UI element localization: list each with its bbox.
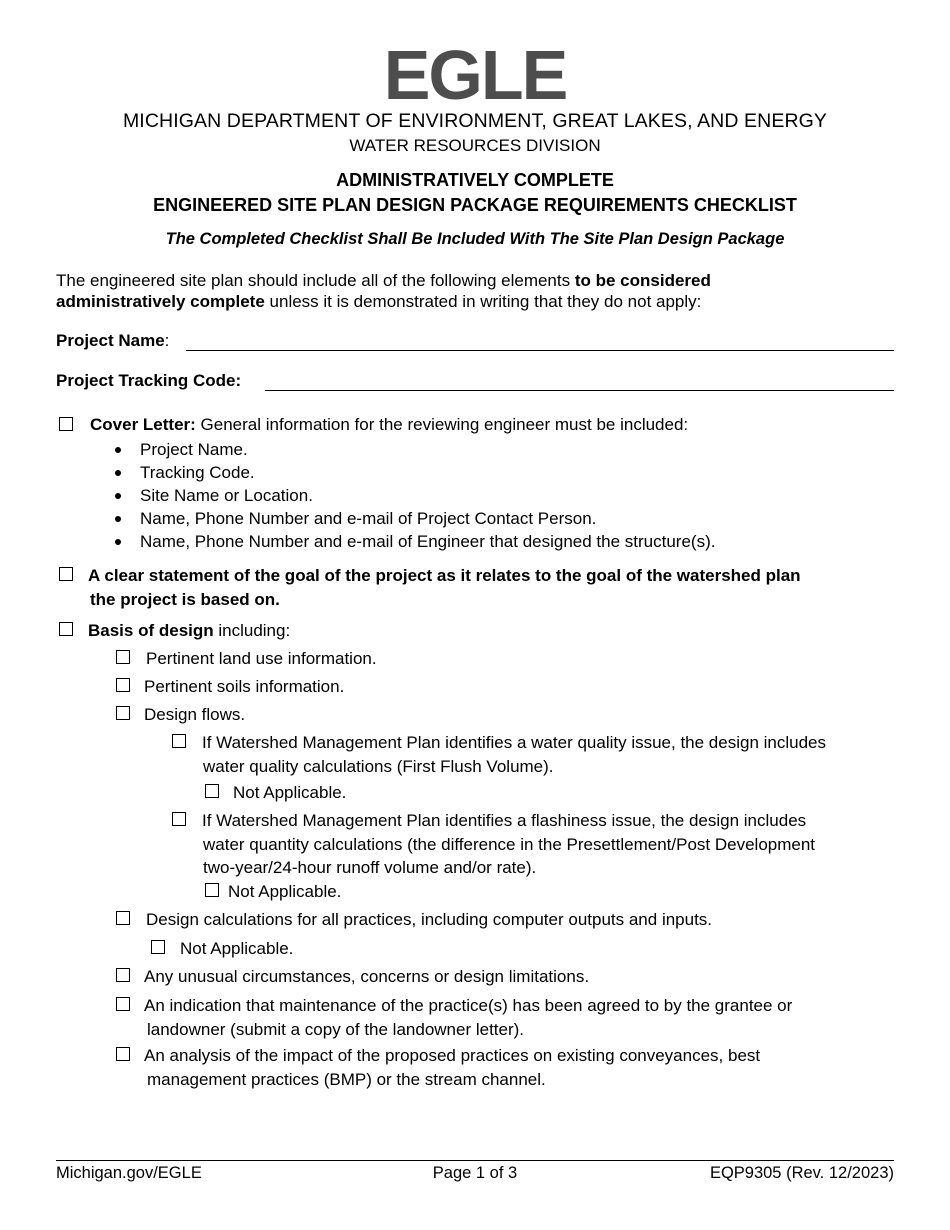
water-quality-checkbox[interactable] bbox=[172, 734, 186, 748]
design-calculations-item: Design calculations for all practices, including computer outputs and inputs. bbox=[146, 910, 713, 929]
cover-letter-item: Cover Letter: General information for the reviewing engineer must be included: bbox=[90, 415, 689, 434]
bullet-icon bbox=[115, 539, 121, 545]
egle-logo bbox=[380, 44, 570, 102]
goal-statement-checkbox[interactable] bbox=[59, 567, 73, 581]
intro-bold-1: to be considered bbox=[574, 271, 711, 290]
bullet-icon bbox=[115, 470, 121, 476]
bullet-item: Tracking Code. bbox=[140, 463, 255, 482]
bullet-item: Site Name or Location. bbox=[140, 486, 313, 505]
bullet-item: Name, Phone Number and e-mail of Project Contact Person. bbox=[140, 509, 597, 528]
water-quality-line-1: If Watershed Management Plan identifies a water quality issue, the design includes bbox=[202, 733, 826, 752]
flashiness-line-3: two-year/24-hour runoff volume and/or rate). bbox=[203, 858, 537, 877]
land-use-checkbox[interactable] bbox=[116, 650, 130, 664]
footer-divider bbox=[56, 1160, 894, 1161]
cover-letter-checkbox[interactable] bbox=[59, 417, 73, 431]
soils-item: Pertinent soils information. bbox=[144, 677, 345, 696]
goal-statement-line-1: A clear statement of the goal of the project as it relates to the goal of the watershed plan bbox=[88, 566, 801, 585]
impact-analysis-checkbox[interactable] bbox=[116, 1047, 130, 1061]
title-line-1: ADMINISTRATIVELY COMPLETE bbox=[336, 170, 614, 190]
impact-analysis-line-2: management practices (BMP) or the stream channel. bbox=[147, 1070, 546, 1089]
subtitle: The Completed Checklist Shall Be Included With The Site Plan Design Package bbox=[165, 230, 785, 248]
division-name: WATER RESOURCES DIVISION bbox=[349, 136, 601, 155]
intro-bold-2: administratively complete bbox=[56, 292, 265, 311]
land-use-item: Pertinent land use information. bbox=[146, 649, 377, 668]
intro-paragraph bbox=[56, 270, 896, 312]
tracking-code-label: Project Tracking Code: bbox=[56, 371, 242, 390]
bullet-icon bbox=[115, 447, 121, 453]
flashiness-na-checkbox[interactable] bbox=[205, 883, 219, 897]
bullet-item: Project Name. bbox=[140, 440, 248, 459]
intro-text-1: The engineered site plan should include all of the following elements bbox=[56, 271, 575, 290]
flashiness-na-label: Not Applicable. bbox=[228, 882, 342, 901]
project-name-field[interactable] bbox=[186, 349, 894, 351]
impact-analysis-line-1: An analysis of the impact of the proposed practices on existing conveyances, best bbox=[144, 1046, 761, 1065]
project-name-label: Project Name: bbox=[56, 331, 170, 350]
footer-page-number: Page 1 of 3 bbox=[432, 1164, 518, 1182]
water-quality-na-label: Not Applicable. bbox=[233, 783, 347, 802]
water-quality-line-2: water quality calculations (First Flush Volume). bbox=[203, 757, 554, 776]
tracking-code-field[interactable] bbox=[265, 389, 894, 391]
design-calculations-na-label: Not Applicable. bbox=[180, 939, 294, 958]
flashiness-line-1: If Watershed Management Plan identifies a flashiness issue, the design includes bbox=[202, 811, 807, 830]
design-flows-item: Design flows. bbox=[144, 705, 246, 724]
egle-logo-text: EGLE bbox=[383, 44, 567, 102]
basis-of-design-item: Basis of design including: bbox=[88, 621, 291, 640]
design-calculations-na-checkbox[interactable] bbox=[151, 940, 165, 954]
flashiness-checkbox[interactable] bbox=[172, 812, 186, 826]
basis-of-design-checkbox[interactable] bbox=[59, 622, 73, 636]
footer-website: Michigan.gov/EGLE bbox=[56, 1164, 202, 1182]
design-flows-checkbox[interactable] bbox=[116, 706, 130, 720]
title-line-2: ENGINEERED SITE PLAN DESIGN PACKAGE REQUIREMENTS CHECKLIST bbox=[153, 195, 797, 215]
soils-checkbox[interactable] bbox=[116, 678, 130, 692]
flashiness-line-2: water quantity calculations (the difference in the Presettlement/Post Development bbox=[203, 835, 816, 854]
design-calculations-checkbox[interactable] bbox=[116, 911, 130, 925]
department-name: MICHIGAN DEPARTMENT OF ENVIRONMENT, GREAT LAKES, AND ENERGY bbox=[122, 110, 828, 132]
bullet-item: Name, Phone Number and e-mail of Engineer that designed the structure(s). bbox=[140, 532, 716, 551]
maintenance-line-2: landowner (submit a copy of the landowner letter). bbox=[147, 1020, 525, 1039]
maintenance-checkbox[interactable] bbox=[116, 997, 130, 1011]
intro-text-2: unless it is demonstrated in writing that they do not apply: bbox=[264, 292, 702, 311]
bullet-icon bbox=[115, 493, 121, 499]
goal-statement-line-2: the project is based on. bbox=[90, 590, 280, 609]
bullet-icon bbox=[115, 516, 121, 522]
water-quality-na-checkbox[interactable] bbox=[205, 784, 219, 798]
maintenance-line-1: An indication that maintenance of the practice(s) has been agreed to by the grantee or bbox=[144, 996, 793, 1015]
unusual-circumstances-checkbox[interactable] bbox=[116, 968, 130, 982]
unusual-circumstances-item: Any unusual circumstances, concerns or design limitations. bbox=[144, 967, 590, 986]
footer-form-number: EQP9305 (Rev. 12/2023) bbox=[709, 1164, 894, 1182]
